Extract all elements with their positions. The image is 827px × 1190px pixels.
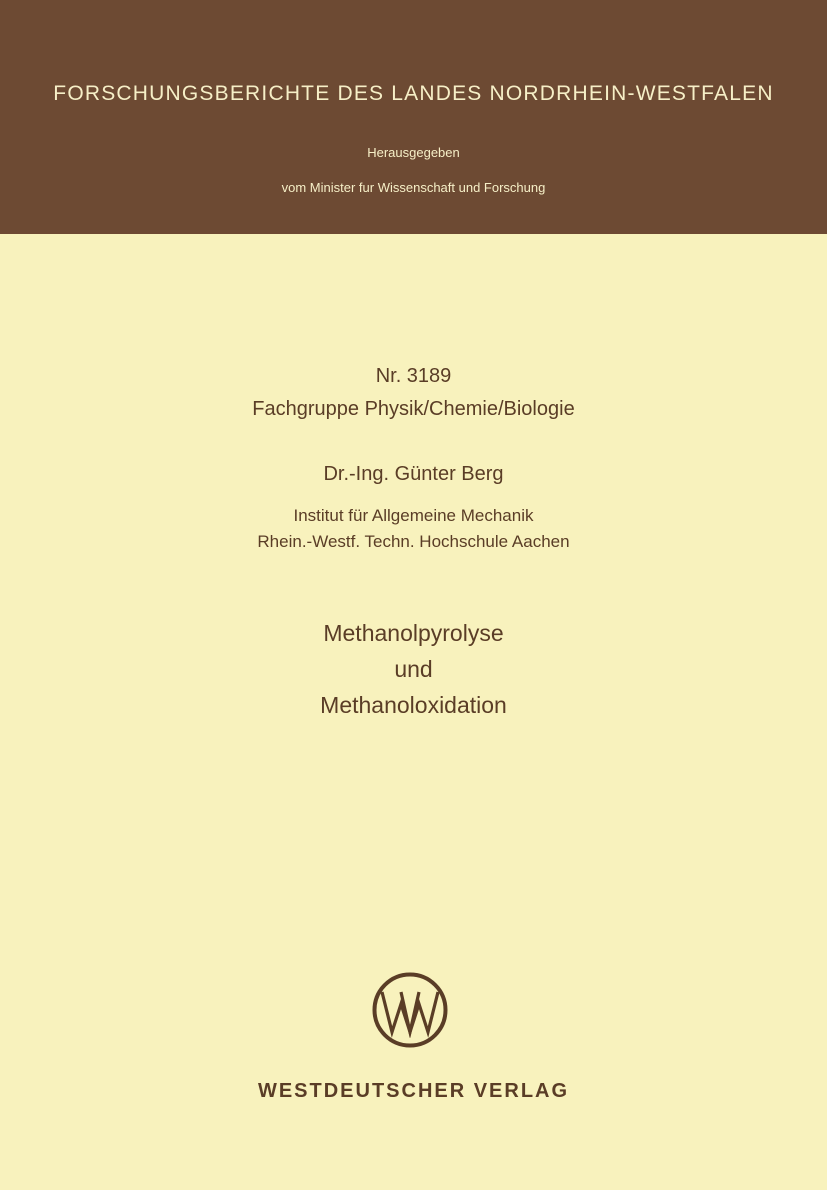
ww-circle-logo-icon: [372, 972, 448, 1048]
institute-line-1: Institut für Allgemeine Mechanik: [293, 506, 534, 525]
editor-line-2: vom Minister fur Wissenschaft und Forschung: [281, 180, 546, 195]
publisher-name: WESTDEUTSCHER VERLAG: [257, 1080, 570, 1102]
author-name: Dr.-Ing. Günter Berg: [323, 463, 504, 485]
institute-line-2: Rhein.-Westf. Techn. Hochschule Aachen: [257, 532, 570, 551]
book-title-line-3: Methanoloxidation: [320, 692, 507, 718]
book-title-line-2: und: [394, 656, 433, 682]
series-title: FORSCHUNGSBERICHTE DES LANDES NORDRHEIN-WESTFALEN: [53, 82, 774, 105]
editor-line-1: Herausgegeben: [367, 145, 460, 160]
report-group: Fachgruppe Physik/Chemie/Biologie: [252, 398, 575, 420]
book-title-line-1: Methanolpyrolyse: [323, 620, 504, 646]
series-header-band: [0, 0, 827, 234]
report-number: Nr. 3189: [375, 365, 452, 387]
